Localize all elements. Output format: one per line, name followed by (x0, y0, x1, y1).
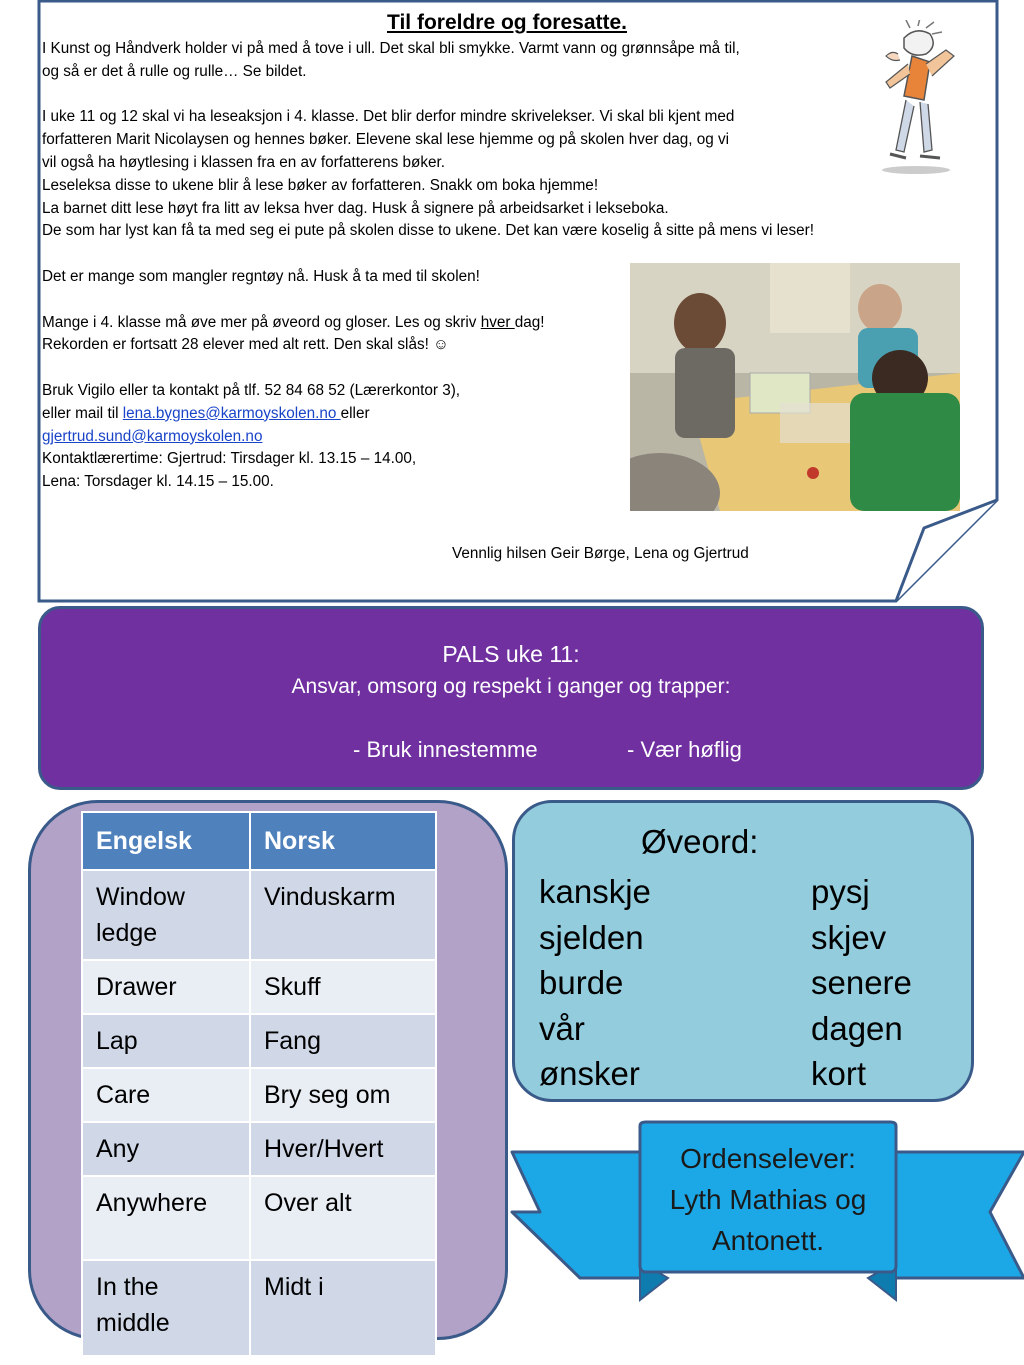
letter-line: Kontaktlærertime: Gjertrud: Tirsdager kl. 13.15 – 14.00, (42, 450, 417, 468)
pals-title: PALS uke 11: (442, 641, 580, 667)
ribbon-line: Ordenselever: (680, 1143, 856, 1174)
letter-line: Leseleksa disse to ukene blir å lese bøker av forfatteren. Snakk om boka hjemme! (42, 176, 599, 194)
word-item: kanskje (539, 873, 651, 910)
email-link-gjertrud[interactable]: gjertrud.sund@karmoyskolen.no (42, 427, 263, 445)
cell-norsk: Over alt (250, 1176, 436, 1260)
pals-rule: - Bruk innestemme (353, 737, 538, 762)
word-item: vår (539, 1009, 585, 1047)
letter-line: forfatteren Marit Nicolaysen og hennes bøker. Elevene skal lese hjemme og på skolen hver dag, og vi (42, 131, 730, 149)
letter-line: I uke 11 og 12 skal vi ha leseaksjon i 4. klasse. Det blir derfor mindre skrivelekser. Vi skal bli kjent med (42, 108, 735, 126)
letter-line: Rekorden er fortsatt 28 elever med alt rett. Den skal slås! ☺ (42, 336, 449, 354)
vocab-table (81, 811, 437, 1357)
pals-box (38, 606, 984, 790)
ribbon-line: Antonett. (711, 1225, 825, 1256)
table-row (82, 960, 436, 1014)
pals-rule: - Vær høflig (627, 737, 742, 762)
ribbon-text (641, 1138, 895, 1261)
practice-words-box (512, 800, 974, 1102)
cell-english: Lap (82, 1014, 250, 1068)
column-header: Engelsk (82, 812, 250, 870)
cell-english: Window ledge (82, 870, 250, 960)
cell-english: Any (82, 1122, 250, 1176)
cell-norsk: Hver/Hvert (250, 1122, 436, 1176)
letter-line: Lena: Torsdager kl. 14.15 – 15.00. (42, 473, 274, 491)
cell-norsk: Vinduskarm (250, 870, 436, 960)
letter-title: Til foreldre og foresatte. (387, 11, 627, 34)
letter-line: Det er mange som mangler regntøy nå. Husk å ta med til skolen! (42, 267, 480, 285)
table-row (82, 1176, 436, 1260)
letter-line: eller mail til lena.bygnes@karmoyskolen.no eller (42, 404, 370, 422)
cell-norsk: Fang (250, 1014, 436, 1068)
cell-english: Care (82, 1068, 250, 1122)
email-link-lena[interactable]: lena.bygnes@karmoyskolen.no (122, 404, 341, 422)
ribbon-line: Lyth Mathias og (669, 1184, 867, 1215)
word-item: ønsker (539, 1055, 640, 1092)
word-item: skjev (811, 918, 887, 956)
cell-norsk: Skuff (250, 960, 436, 1014)
letter-line: og så er det å rulle og rulle… Se bildet. (42, 62, 307, 80)
practice-words-heading: Øveord: (641, 823, 759, 860)
table-row (82, 1122, 436, 1176)
pals-subtitle: Ansvar, omsorg og respekt i ganger og trapper: (291, 675, 731, 698)
letter-line: vil også ha høytlesing i klassen fra en av forfatterens bøker. (42, 153, 446, 171)
letter-line: I Kunst og Håndverk holder vi på med å tove i ull. Det skal bli smykke. Varmt vann og grønnsåpe må til, (42, 40, 740, 57)
cell-english: Drawer (82, 960, 250, 1014)
practice-words-col2 (811, 869, 912, 1097)
word-item: dagen (811, 1009, 903, 1047)
table-row (82, 1068, 436, 1122)
underlined-word: hver (480, 313, 515, 331)
word-item: senere (811, 964, 912, 1001)
letter-signoff: Vennlig hilsen Geir Børge, Lena og Gjertrud (452, 545, 749, 562)
letter-line: La barnet ditt lese høyt fra litt av leksa hver dag. Husk å signere på arbeidsarket i lekseboka. (42, 199, 669, 217)
cell-english: Anywhere (82, 1176, 250, 1260)
column-header: Norsk (250, 812, 436, 870)
table-row (82, 870, 436, 960)
letter-line: Bruk Vigilo eller ta kontakt på tlf. 52 84 68 52 (Lærerkontor 3), (42, 381, 461, 399)
table-row (82, 1014, 436, 1068)
word-item: kort (811, 1055, 867, 1092)
practice-words-col1 (539, 869, 651, 1097)
author-illustration (846, 20, 966, 178)
classroom-photo (630, 263, 960, 511)
cell-norsk: Bry seg om (250, 1068, 436, 1122)
cell-english: In the middle (82, 1260, 250, 1356)
table-row (82, 1260, 436, 1356)
table-header-row (82, 812, 436, 870)
letter-line: Mange i 4. klasse må øve mer på øveord og gloser. Les og skriv hver dag! (42, 313, 545, 331)
cell-norsk: Midt i (250, 1260, 436, 1356)
letter-line: De som har lyst kan få ta med seg ei pute på skolen disse to ukene. Det kan være koselig å sitte på mens vi leser! (42, 222, 815, 240)
word-item: sjelden (539, 918, 644, 956)
word-item: burde (539, 964, 624, 1001)
word-item: pysj (811, 873, 870, 910)
